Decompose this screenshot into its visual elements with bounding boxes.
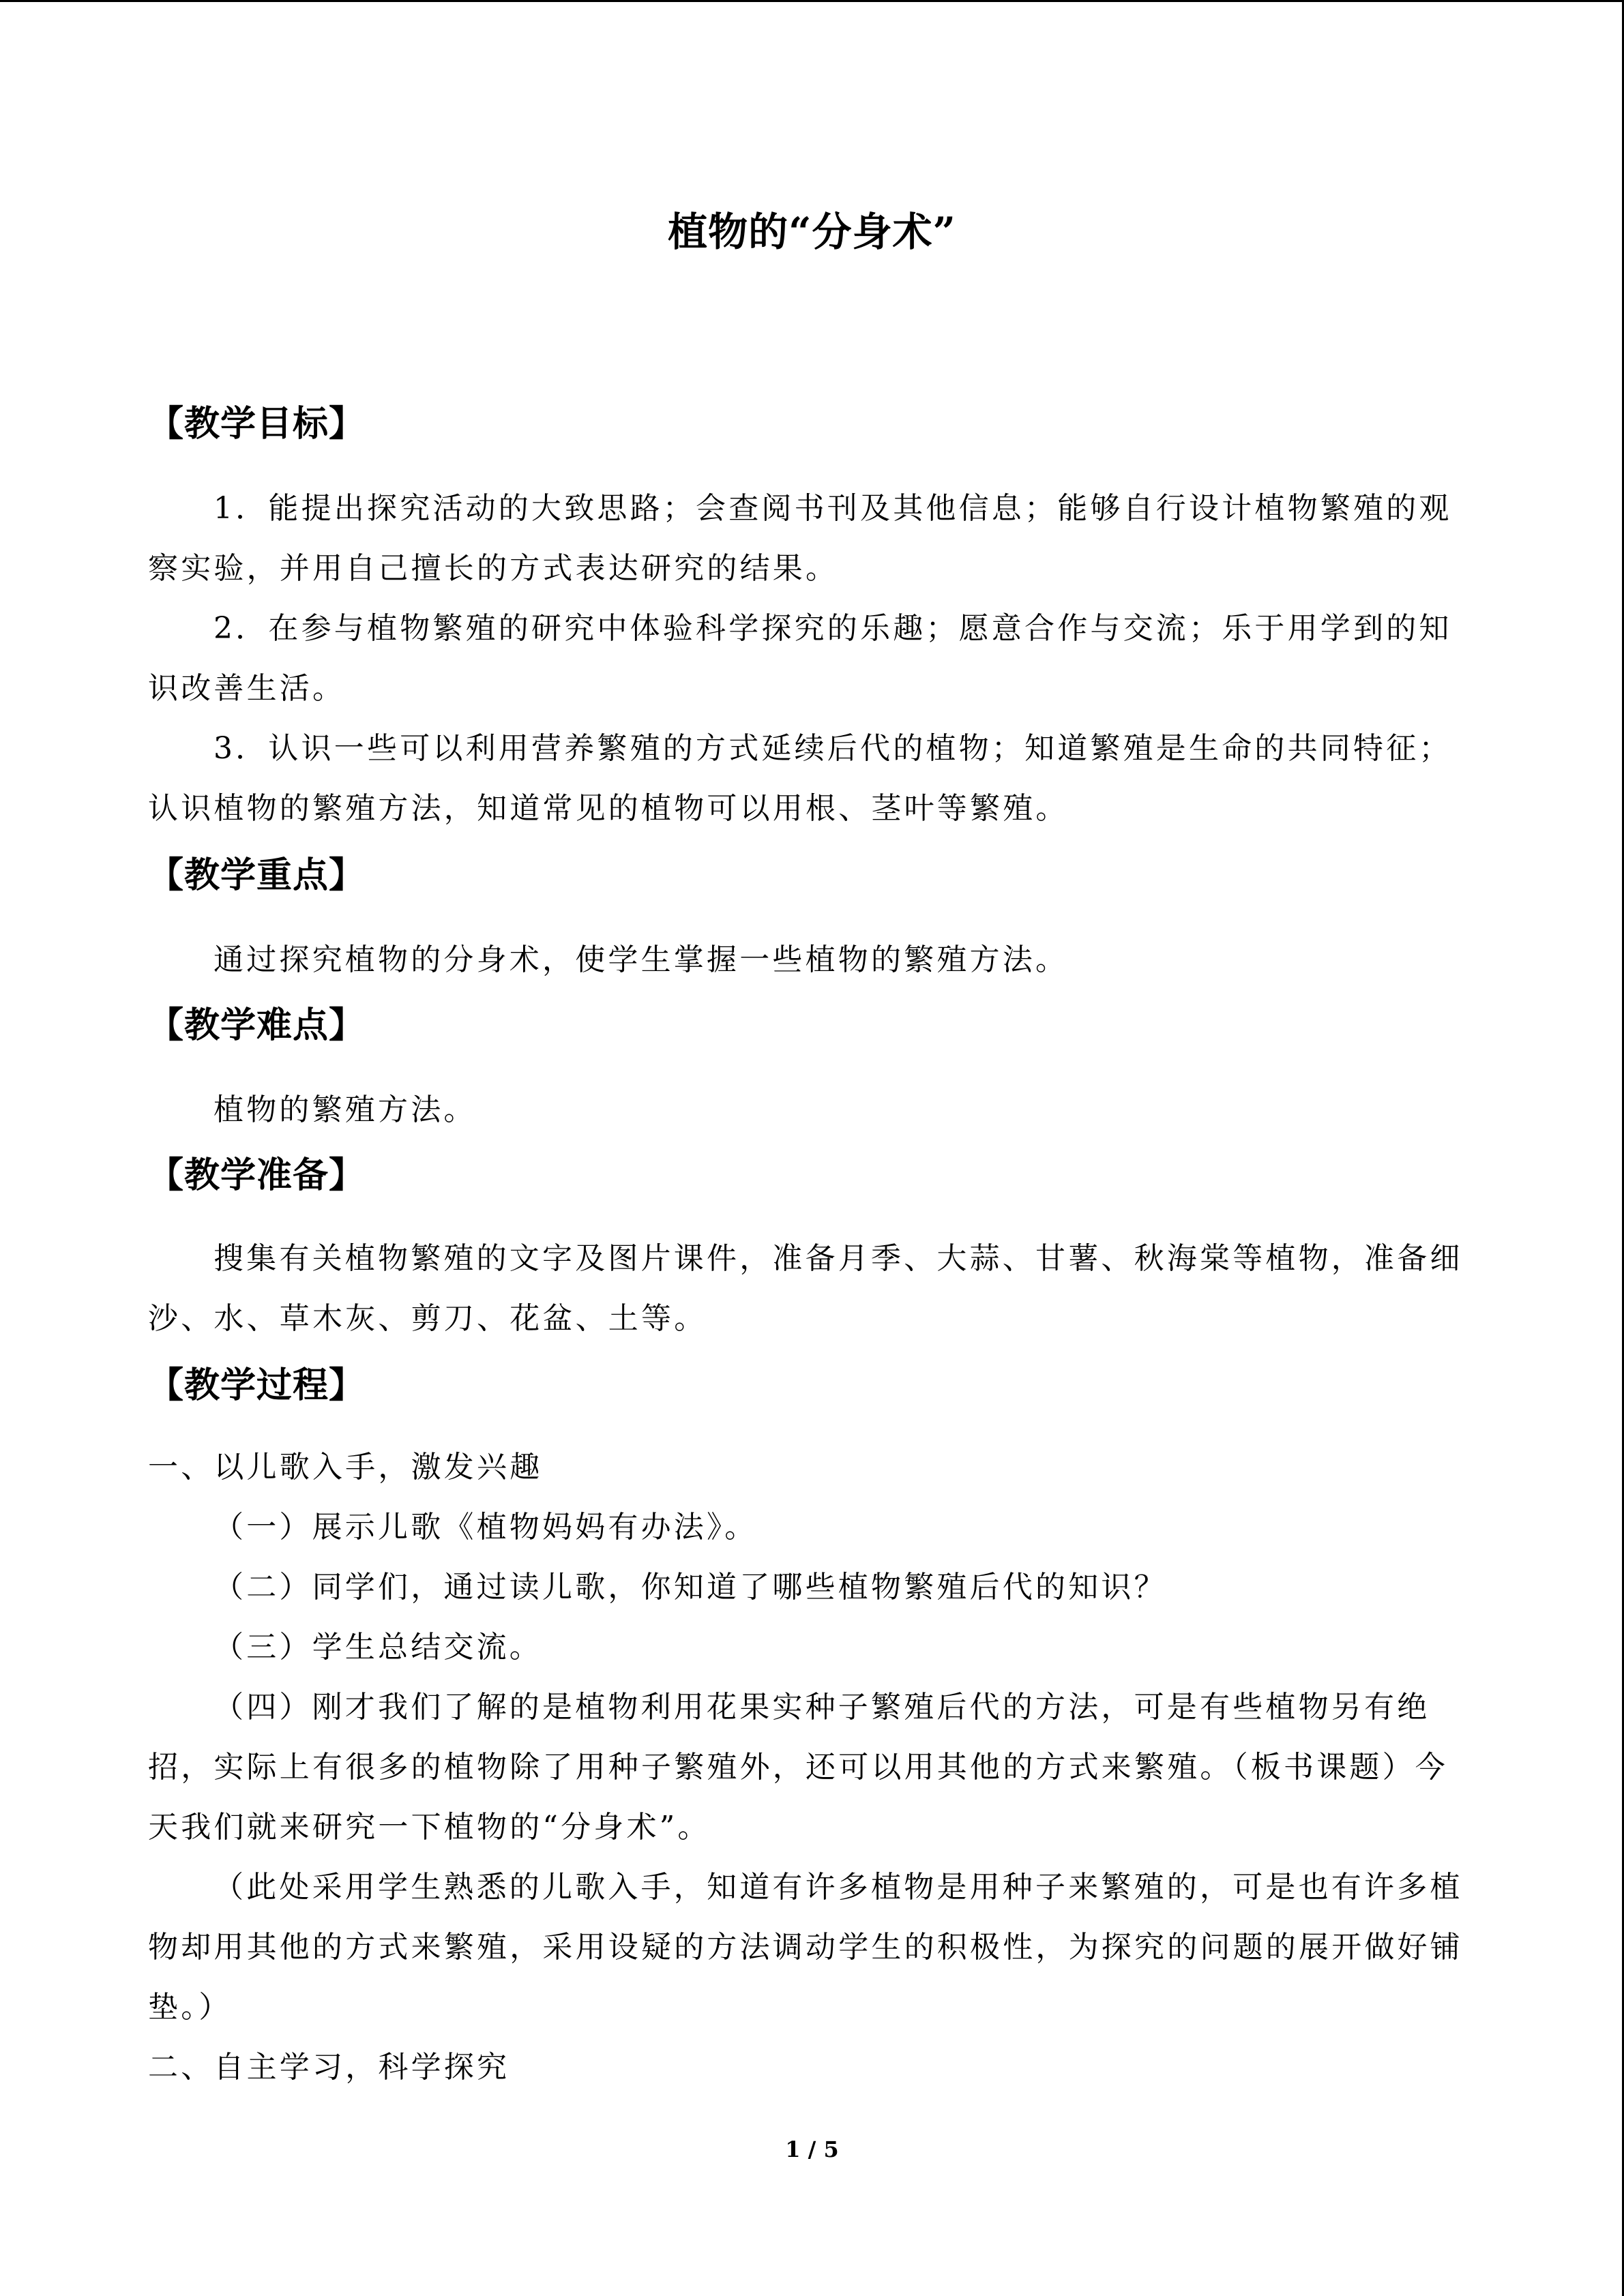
objective-item-2: 2．在参与植物繁殖的研究中体验科学探究的乐趣；愿意合作与交流；乐于用学到的知识改善生活。	[148, 611, 1452, 706]
process-step-3: （三）学生总结交流。	[213, 1630, 542, 1665]
objective-item-1: 1．能提出探究活动的大致思路；会查阅书刊及其他信息；能够自行设计植物繁殖的观察实验，并用自己擅长的方式表达研究的结果。	[148, 491, 1452, 586]
process-step-note: （此处采用学生熟悉的儿歌入手，知道有许多植物是用种子来繁殖的，可是也有许多植物却用其他的方式来繁殖，采用设疑的方法调动学生的积极性，为探究的问题的展开做好铺垫。）	[148, 1870, 1463, 2025]
objective-item-3: 3．认识一些可以利用营养繁殖的方式延续后代的植物；知道繁殖是生命的共同特征；认识植物的繁殖方法，知道常见的植物可以用根、茎叶等繁殖。	[148, 731, 1452, 826]
page-number: 1 / 5	[785, 2136, 839, 2162]
heading-key-points: 【教学重点】	[148, 854, 366, 896]
heading-preparation: 【教学准备】	[148, 1154, 366, 1196]
heading-objectives: 【教学目标】	[148, 403, 366, 445]
document-title: 植物的“分身术”	[668, 209, 956, 255]
process-step-1: （一）展示儿歌《植物妈妈有办法》。	[213, 1510, 758, 1545]
process-step-2: （二）同学们，通过读儿歌，你知道了哪些植物繁殖后代的知识？	[213, 1570, 1167, 1605]
process-step-4: （四）刚才我们了解的是植物利用花果实种子繁殖后代的方法，可是有些植物另有绝招，实际上有很多的植物除了用种子繁殖外，还可以用其他的方式来繁殖。（板书课题）今天我们就来研究一下植物的“分身术”。	[148, 1690, 1448, 1845]
difficulties-text: 植物的繁殖方法。	[213, 1092, 477, 1127]
heading-difficulties: 【教学难点】	[148, 1004, 366, 1046]
process-part1-title: 一、以儿歌入手，激发兴趣	[148, 1450, 543, 1485]
key-points-text: 通过探究植物的分身术，使学生掌握一些植物的繁殖方法。	[213, 942, 1069, 977]
preparation-text: 搜集有关植物繁殖的文字及图片课件，准备月季、大蒜、甘薯、秋海棠等植物，准备细沙、水、草木灰、剪刀、花盆、土等。	[148, 1241, 1463, 1336]
page-top-border	[0, 0, 1624, 2]
process-part2-title: 二、自主学习，科学探究	[148, 2050, 510, 2085]
heading-process: 【教学过程】	[148, 1365, 366, 1406]
